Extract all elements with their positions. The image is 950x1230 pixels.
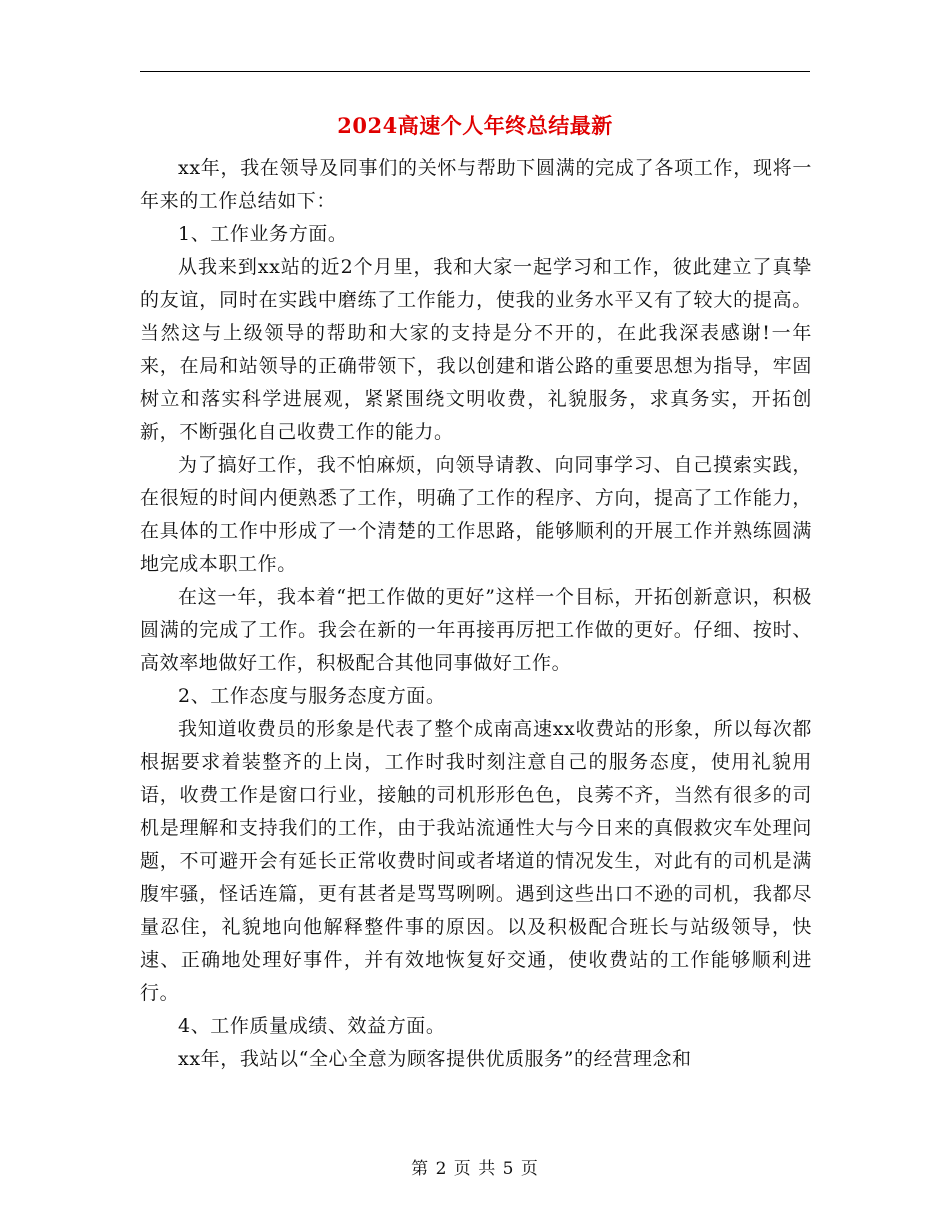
section-heading-quality: 4、工作质量成绩、效益方面。	[178, 1015, 446, 1037]
document-body	[140, 152, 812, 1076]
paragraph-learning: 为了搞好工作，我不怕麻烦，向领导请教、向同事学习、自己摸索实践，在很短的时间内便熟悉了工作，明确了工作的程序、方向，提高了工作能力，在具体的工作中形成了一个清楚的工作思路，能够顺利的开展工作并熟练圆满地完成本职工作。	[140, 454, 812, 575]
paragraph-goals: 在这一年，我本着“把工作做的更好”这样一个目标，开拓创新意识，积极圆满的完成了工作。我会在新的一年再接再厉把工作做的更好。仔细、按时、高效率地做好工作，积极配合其他同事做好工作。	[140, 586, 812, 674]
paragraph-business: 从我来到xx站的近2个月里，我和大家一起学习和工作，彼此建立了真挚的友谊，同时在实践中磨练了工作能力，使我的业务水平又有了较大的提高。当然这与上级领导的帮助和大家的支持是分不开的，在此我深表感谢!一年来，在局和站领导的正确带领下，我以创建和谐公路的重要思想为指导，牢固树立和落实科学进展观，紧紧围绕文明收费，礼貌服务，求真务实，开拓创新，不断强化自己收费工作的能力。	[140, 256, 812, 443]
section-heading-attitude: 2、工作态度与服务态度方面。	[178, 685, 446, 707]
paragraph-attitude: 我知道收费员的形象是代表了整个成南高速xx收费站的形象，所以每次都根据要求着装整齐的上岗，工作时我时刻注意自己的服务态度，使用礼貌用语，收费工作是窗口行业，接触的司机形形色色，良莠不齐，当然有很多的司机是理解和支持我们的工作，由于我站流通性大与今日来的真假救灾车处理问题，不可避开会有延长正常收费时间或者堵道的情况发生，对此有的司机是满腹牢骚，怪话连篇，更有甚者是骂骂咧咧。遇到这些出口不逊的司机，我都尽量忍住，礼貌地向他解释整件事的原因。以及积极配合班长与站级领导，快速、正确地处理好事件，并有效地恢复好交通，使收费站的工作能够顺利进行。	[140, 718, 812, 1004]
paragraph-intro: xx年，我在领导及同事们的关怀与帮助下圆满的完成了各项工作，现将一年来的工作总结如下：	[140, 157, 812, 212]
section-heading-business: 1、工作业务方面。	[178, 223, 348, 245]
document-title: 2024高速个人年终总结最新	[337, 113, 613, 138]
page-number-footer: 第 2 页 共 5 页	[411, 1159, 539, 1179]
paragraph-quality: xx年，我站以“全心全意为顾客提供优质服务”的经营理念和	[178, 1048, 692, 1070]
header-rule	[140, 71, 810, 72]
